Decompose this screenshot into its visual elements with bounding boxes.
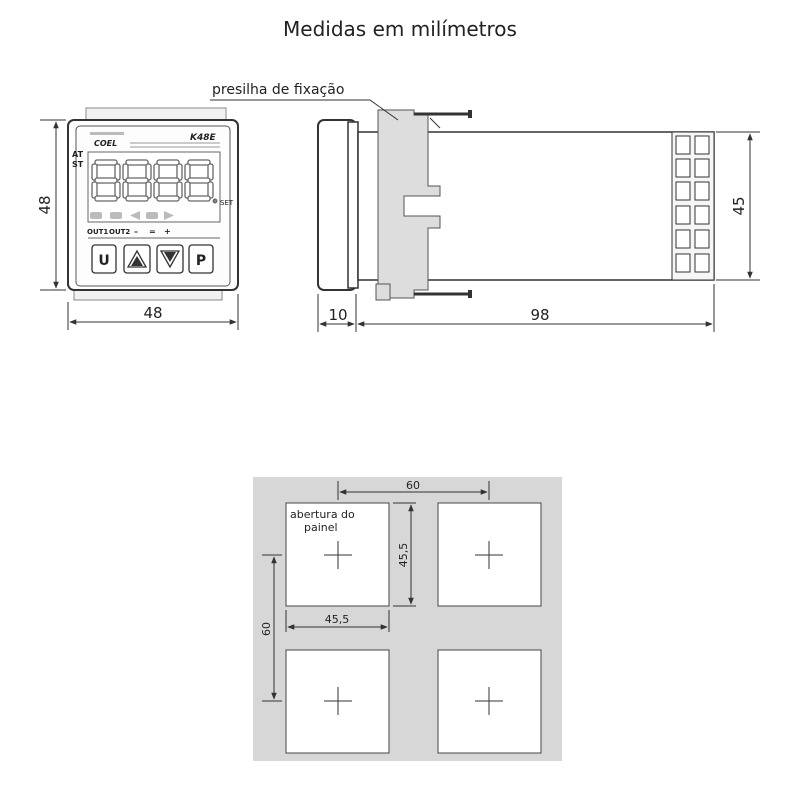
front-depth-dimension: 10 xyxy=(328,306,348,324)
cutout-height-dimension: 45,5 xyxy=(397,542,410,568)
cutout-label-line2: painel xyxy=(304,521,338,534)
cutout-width-dimension: 45,5 xyxy=(324,613,350,626)
out2-label: OUT2 xyxy=(109,228,131,236)
u-button[interactable] xyxy=(92,245,116,273)
front-height-dimension: 48 xyxy=(36,195,54,215)
clip-callout-leader xyxy=(210,100,398,120)
terminal-block xyxy=(672,132,714,280)
front-view xyxy=(36,108,238,330)
equal-label: = xyxy=(149,227,156,236)
vertical-pitch-dimension: 60 xyxy=(260,622,273,636)
clip-callout-label: presilha de fixação xyxy=(212,82,345,98)
svg-text:U: U xyxy=(98,253,110,269)
side-height-dimension: 45 xyxy=(730,196,748,216)
p-button[interactable] xyxy=(189,245,213,273)
up-button[interactable] xyxy=(124,245,150,273)
front-width-dimension: 48 xyxy=(143,304,163,322)
out1-label: OUT1 xyxy=(87,228,109,236)
at-label: AT xyxy=(72,150,84,159)
side-view xyxy=(210,82,760,332)
svg-text:P: P xyxy=(195,253,207,269)
horizontal-pitch-dimension: 60 xyxy=(406,479,420,492)
page-title: Medidas em milímetros xyxy=(283,17,517,41)
st-label: ST xyxy=(72,160,84,169)
body-depth-dimension: 98 xyxy=(530,306,550,324)
down-button[interactable] xyxy=(157,245,183,273)
brand-logo: COEL xyxy=(94,139,118,148)
model-label: K48E xyxy=(190,133,216,143)
set-label: SET xyxy=(220,199,234,207)
cutout-label-line1: abertura do xyxy=(290,508,355,521)
clip-screw-bottom xyxy=(414,290,472,298)
minus-label: – xyxy=(134,227,138,236)
panel-cutout-view xyxy=(253,477,562,761)
plus-label: + xyxy=(164,227,171,236)
